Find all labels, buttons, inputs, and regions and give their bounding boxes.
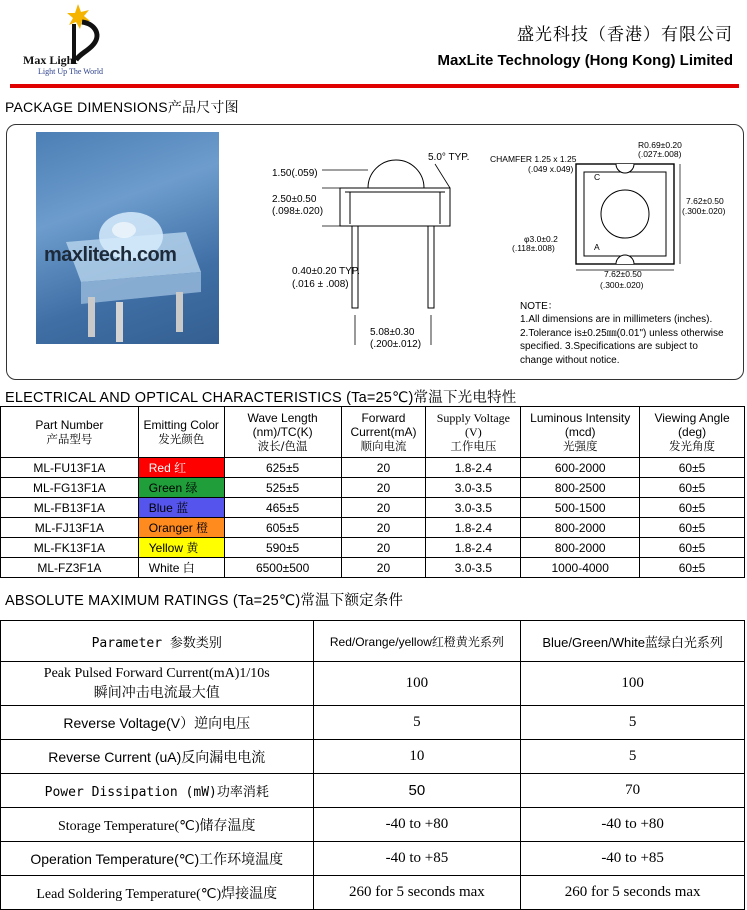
table-row [1, 498, 745, 518]
parameter-label: Peak Pulsed Forward Current(mA)1/10s [43, 665, 270, 681]
cell-wave-length: 590±5 [224, 538, 341, 558]
cell-luminous-intensity: 800-2500 [521, 478, 640, 498]
header-series-blue-green-white: Blue/Green/White蓝绿白光系列 [521, 621, 745, 662]
cell-luminous-intensity: 500-1500 [521, 498, 640, 518]
cell-viewing-angle: 60±5 [640, 558, 745, 578]
dim-body-height-in: (.098±.020) [272, 206, 324, 217]
cell-parameter [1, 876, 314, 910]
dim-width: 7.62±0.50 [604, 269, 642, 279]
cell-red-orange-yellow-value: -40 to +80 [313, 808, 521, 842]
cell-supply-voltage: 1.8-2.4 [426, 518, 521, 538]
cell-supply-voltage: 3.0-3.5 [426, 558, 521, 578]
table-row [1, 774, 745, 808]
cell-red-orange-yellow-value: 50 [313, 774, 521, 808]
pin-label-a: A [594, 242, 600, 252]
table-row [1, 558, 745, 578]
cell-forward-current: 20 [341, 518, 426, 538]
logo-tagline: Light Up The World [38, 67, 104, 76]
header-luminous-intensity: Luminous Intensity (mcd) 光强度 [521, 407, 640, 458]
cell-viewing-angle: 60±5 [640, 458, 745, 478]
cell-blue-green-white-value: -40 to +85 [521, 842, 745, 876]
cell-red-orange-yellow-value: 10 [313, 740, 521, 774]
cell-forward-current: 20 [341, 538, 426, 558]
cell-blue-green-white-value: -40 to +80 [521, 808, 745, 842]
cell-emitting-color: Red 红 [138, 458, 224, 478]
cell-blue-green-white-value: 100 [521, 662, 745, 706]
parameter-label: Lead Soldering Temperature(℃)焊接温度 [36, 886, 278, 902]
cell-blue-green-white-value: 70 [521, 774, 745, 808]
company-name-en: MaxLite Technology (Hong Kong) Limited [437, 52, 733, 69]
cell-parameter [1, 662, 314, 706]
electrical-characteristics-table [0, 406, 745, 578]
cell-luminous-intensity: 800-2000 [521, 518, 640, 538]
cell-luminous-intensity: 1000-4000 [521, 558, 640, 578]
cell-red-orange-yellow-value: 260 for 5 seconds max [313, 876, 521, 910]
header-wave-length: Wave Length (nm)/TC(K) 波长/色温 [224, 407, 341, 458]
dim-body-height: 2.50±0.50 [272, 194, 317, 205]
parameter-label: Reverse Voltage(V）逆向电压 [63, 714, 251, 731]
cell-emitting-color: Blue 蓝 [138, 498, 224, 518]
table-row [1, 876, 745, 910]
cell-red-orange-yellow-value: 5 [313, 706, 521, 740]
table-row [1, 538, 745, 558]
cell-forward-current: 20 [341, 458, 426, 478]
header-divider [10, 84, 739, 88]
note-heading: NOTE： [520, 301, 558, 312]
cell-parameter [1, 808, 314, 842]
table-row [1, 842, 745, 876]
photo-watermark: maxlitech.com [44, 244, 177, 266]
dim-width-in: (.300±.020) [600, 280, 644, 290]
table-row [1, 662, 745, 706]
cell-part-number: ML-FU13F1A [1, 458, 139, 478]
dim-lead-width-in: (.016 ± .008) [292, 279, 349, 290]
cell-red-orange-yellow-value: -40 to +85 [313, 842, 521, 876]
dim-height: 7.62±0.50 [686, 196, 724, 206]
cell-emitting-color: Yellow 黄 [138, 538, 224, 558]
parameter-label: Reverse Current (uA)反向漏电电流 [48, 748, 266, 765]
cell-viewing-angle: 60±5 [640, 538, 745, 558]
package-dimensions-title: PACKAGE DIMENSIONS产品尺寸图 [5, 99, 239, 115]
cell-luminous-intensity: 800-2000 [521, 538, 640, 558]
parameter-label: Power Dissipation (mW)功率消耗 [44, 785, 269, 800]
dim-radius-in: (.027±.008) [638, 149, 682, 159]
table-row [1, 808, 745, 842]
cell-viewing-angle: 60±5 [640, 518, 745, 538]
cell-blue-green-white-value: 260 for 5 seconds max [521, 876, 745, 910]
product-photo [36, 132, 219, 344]
dim-lead-pitch-in: (.200±.012) [370, 339, 422, 350]
absolute-maximum-ratings-title: ABSOLUTE MAXIMUM RATINGS (Ta=25℃)常温下额定条件 [5, 593, 404, 609]
cell-red-orange-yellow-value: 100 [313, 662, 521, 706]
header-series-red-orange-yellow: Red/Orange/yellow红橙黄光系列 [313, 621, 521, 662]
cell-part-number: ML-FB13F1A [1, 498, 139, 518]
dim-height-in: (.300±.020) [682, 206, 726, 216]
dim-diameter: φ3.0±0.2 [524, 234, 558, 244]
table-header-row [1, 621, 745, 662]
table-row [1, 740, 745, 774]
cell-wave-length: 465±5 [224, 498, 341, 518]
dim-lead-width: 0.40±0.20 TYP. [292, 266, 360, 277]
cell-viewing-angle: 60±5 [640, 498, 745, 518]
table-header-row [1, 407, 745, 458]
electrical-characteristics-title: ELECTRICAL AND OPTICAL CHARACTERISTICS (Ta=25℃)常温下光电特性 [5, 390, 517, 406]
cell-blue-green-white-value: 5 [521, 740, 745, 774]
table-row [1, 458, 745, 478]
absolute-maximum-ratings-table [0, 620, 745, 910]
cell-viewing-angle: 60±5 [640, 478, 745, 498]
cell-supply-voltage: 3.0-3.5 [426, 498, 521, 518]
dim-height-top: 1.50(.059) [272, 168, 318, 179]
note-line-1: 1.All dimensions are in millimeters (inches). [520, 314, 713, 326]
cell-part-number: ML-FZ3F1A [1, 558, 139, 578]
header-part-number: Part Number 产品型号 [1, 407, 139, 458]
cell-parameter [1, 842, 314, 876]
cell-forward-current: 20 [341, 478, 426, 498]
header-forward-current: Forward Current(mA) 顺向电流 [341, 407, 426, 458]
parameter-label: Operation Temperature(℃)工作环境温度 [30, 850, 284, 867]
side-view-drawing [250, 140, 490, 355]
table-row [1, 518, 745, 538]
parameter-label-cn: 瞬间冲击电流最大值 [93, 685, 220, 701]
top-view-drawing [488, 138, 742, 298]
table-row [1, 706, 745, 740]
cell-forward-current: 20 [341, 558, 426, 578]
dim-lead-pitch: 5.08±0.30 [370, 327, 415, 338]
dimension-notes [520, 300, 742, 367]
logo-text: Max Light [23, 53, 78, 67]
table-row [1, 478, 745, 498]
header-emitting-color: Emitting Color 发光颜色 [138, 407, 224, 458]
cell-part-number: ML-FK13F1A [1, 538, 139, 558]
dim-diameter-in: (.118±.008) [512, 243, 555, 253]
pin-label-c: C [594, 172, 601, 182]
header-viewing-angle: Viewing Angle (deg) 发光角度 [640, 407, 745, 458]
cell-wave-length: 6500±500 [224, 558, 341, 578]
cell-blue-green-white-value: 5 [521, 706, 745, 740]
dim-chamfer-in: (.049 x.049) [528, 164, 574, 174]
note-line-3: specified. 3.Specifications are subject to [520, 341, 698, 353]
cell-parameter [1, 774, 314, 808]
cell-parameter [1, 706, 314, 740]
cell-luminous-intensity: 600-2000 [521, 458, 640, 478]
cell-wave-length: 525±5 [224, 478, 341, 498]
note-line-2: 2.Tolerance is±0.25㎜(0.01") unless otherwise [520, 327, 724, 339]
company-name-cn: 盛光科技（香港）有限公司 [517, 25, 733, 45]
cell-part-number: ML-FG13F1A [1, 478, 139, 498]
company-logo [18, 2, 148, 80]
note-line-4: change without notice. [520, 354, 620, 366]
cell-emitting-color: White 白 [138, 558, 224, 578]
cell-emitting-color: Oranger 橙 [138, 518, 224, 538]
cell-supply-voltage: 1.8-2.4 [426, 538, 521, 558]
cell-supply-voltage: 1.8-2.4 [426, 458, 521, 478]
cell-supply-voltage: 3.0-3.5 [426, 478, 521, 498]
cell-wave-length: 625±5 [224, 458, 341, 478]
cell-parameter [1, 740, 314, 774]
parameter-label: Storage Temperature(℃)储存温度 [57, 818, 256, 834]
dim-radius: R0.69±0.20 [638, 140, 682, 150]
cell-forward-current: 20 [341, 498, 426, 518]
cell-part-number: ML-FJ13F1A [1, 518, 139, 538]
dim-chamfer: CHAMFER 1.25 x 1.25 [490, 154, 577, 164]
dim-angle: 5.0° TYP. [428, 152, 470, 163]
header-parameter: Parameter 参数类别 [1, 621, 314, 662]
cell-wave-length: 605±5 [224, 518, 341, 538]
cell-emitting-color: Green 绿 [138, 478, 224, 498]
header-supply-voltage: Supply Voltage (V) 工作电压 [426, 407, 521, 458]
